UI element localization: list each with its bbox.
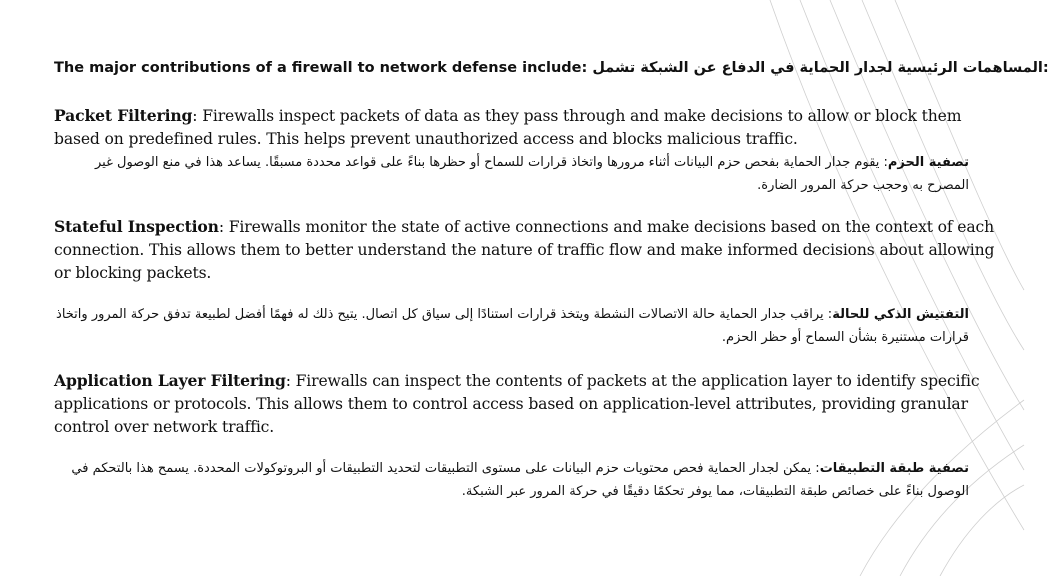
- term-packet-filtering: Packet Filtering: [54, 106, 193, 125]
- text-stateful-inspection-ar: : يراقب جدار الحماية حالة الاتصالات النشطة ويتخذ قرارات استنادًا إلى سياق كل اتصال. يتيح ذلك له فهمًا أفضل لطبيعة تدفق حركة المرور واتخاذ قرارات مستنيرة بشأن السماح أو حظر الحزم.: [56, 307, 969, 345]
- text-application-layer-filtering-ar: : يمكن لجدار الحماية فحص محتويات حزم البيانات على مستوى التطبيقات لتحديد التطبيقات أو البروتوكولات المحددة. يسمح هذا بالتحكم في الوصول بناءً على خصائص طبقة التطبيقات، مما يوفر تحكمًا دقيقًا في حركة المرور عبر الشبكة.: [71, 461, 969, 499]
- text-packet-filtering-ar: : يقوم جدار الحماية بفحص حزم البيانات أثناء مرورها واتخاذ قرارات للسماح أو حظرها بناءً على قواعد محددة مسبقًا. يساعد هذا في منع الوصول غير المصرح به وحجب حركة المرور الضارة.: [94, 155, 969, 193]
- slide-content: [54, 56, 1049, 503]
- text-application-layer-filtering: : Firewalls can inspect the contents of packets at the application layer to identify specific applications or protocols. This allows them to control access based on application-level attributes, providing granular control over network traffic.: [54, 372, 980, 436]
- term-application-layer-filtering-ar: تصفية طبقة التطبيقات: [819, 461, 969, 476]
- term-stateful-inspection: Stateful Inspection: [54, 217, 219, 236]
- stateful-inspection-ar: [54, 303, 969, 349]
- application-layer-filtering-ar: [54, 457, 969, 503]
- term-stateful-inspection-ar: التفتيش الذكي للحالة: [832, 307, 969, 322]
- packet-filtering-ar: [54, 151, 969, 197]
- packet-filtering-en: [54, 104, 1004, 151]
- text-packet-filtering: : Firewalls inspect packets of data as they pass through and make decisions to allow or block them based on predefined rules. This helps prevent unauthorized access and blocks malicious traffic.: [54, 107, 962, 148]
- text-stateful-inspection: : Firewalls monitor the state of active connections and make decisions based on the context of each connection. This allows them to better understand the nature of traffic flow and make informed decisions about allowing or blocking packets.: [54, 218, 995, 282]
- term-application-layer-filtering: Application Layer Filtering: [54, 371, 286, 390]
- application-layer-filtering-en: [54, 369, 1004, 439]
- slide-heading: The major contributions of a firewall to network defense include: المساهمات الرئيسية لجدار الحماية في الدفاع عن الشبكة تشمل:: [54, 60, 1049, 76]
- stateful-inspection-en: [54, 215, 1004, 285]
- term-packet-filtering-ar: تصفية الحزم: [887, 155, 969, 170]
